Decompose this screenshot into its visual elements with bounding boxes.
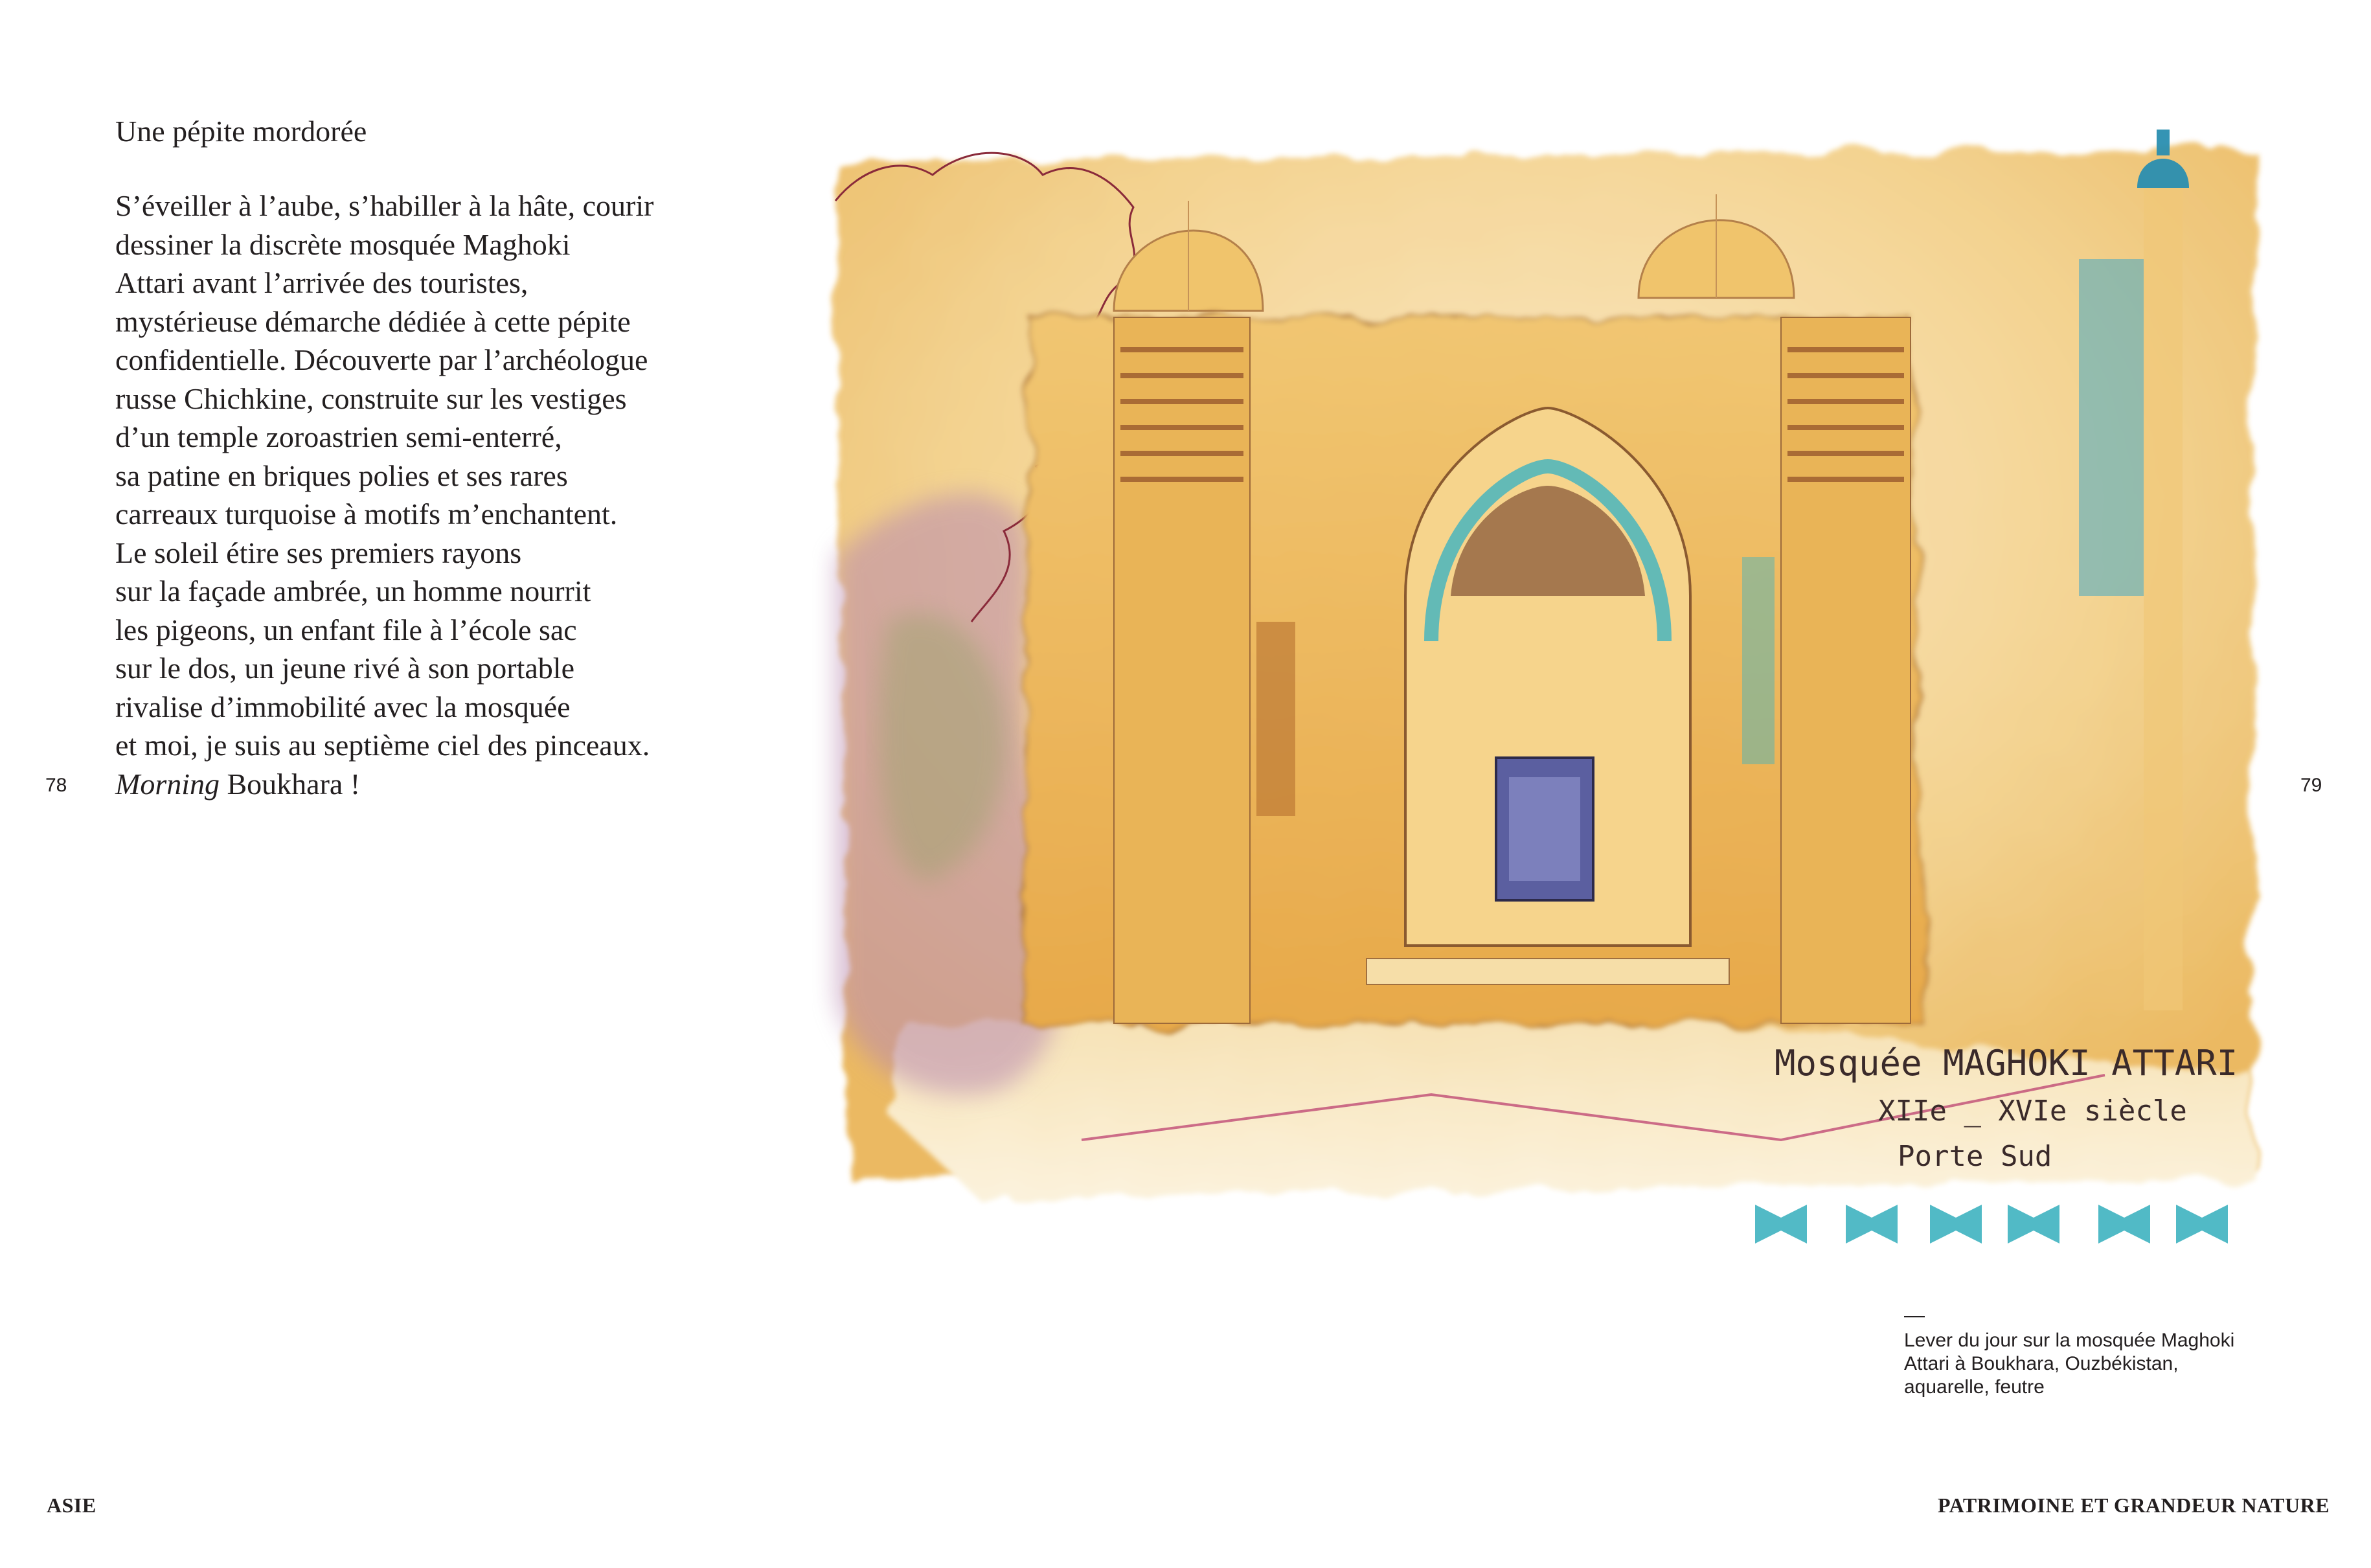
running-footer-left: ASIE [47, 1494, 96, 1517]
body-line: sur le dos, un jeune rivé à son portable [115, 652, 574, 685]
running-footer-right: PATRIMOINE ET GRANDEUR NATURE [1938, 1494, 2330, 1517]
body-line: S’éveiller à l’aube, s’habiller à la hâte, courir [115, 189, 654, 222]
body-line: russe Chichkine, construite sur les vestiges [115, 381, 627, 415]
body-line: Attari avant l’arrivée des touristes, [115, 266, 528, 299]
illustration-caption [1904, 1316, 2267, 1399]
caption-dash [1904, 1316, 1925, 1317]
handwritten-subtitle: Porte Sud [1898, 1140, 2052, 1173]
last-line-rest: Boukhara ! [220, 767, 361, 801]
handwritten-date: XIIe _ XVIe siècle [1878, 1095, 2187, 1128]
mosque-watercolor-illustration [810, 104, 2280, 1269]
steps [1367, 959, 1729, 984]
body-line: carreaux turquoise à motifs m’enchantent. [115, 497, 618, 530]
body-line: sur la façade ambrée, un homme nourrit [115, 574, 591, 608]
section-heading: Une pépite mordorée [115, 115, 367, 148]
body-line: les pigeons, un enfant file à l’école sac [115, 613, 577, 646]
caption-line: Attari à Boukhara, Ouzbékistan, [1904, 1353, 2179, 1374]
body-line: dessiner la discrète mosquée Maghoki [115, 227, 571, 261]
page-number-left: 78 [45, 775, 67, 796]
body-line: rivalise d’immobilité avec la mosquée [115, 690, 571, 723]
body-line: sa patine en briques polies et ses rares [115, 459, 568, 492]
page-number-right: 79 [2300, 775, 2322, 796]
caption-line: aquarelle, feutre [1904, 1376, 2045, 1398]
handwritten-title: Mosquée MAGHOKI ATTARI [1775, 1043, 2238, 1084]
body-line: confidentielle. Découverte par l’archéologue [115, 343, 648, 376]
body-line: mystérieuse démarche dédiée à cette pépite [115, 304, 631, 338]
body-line: Le soleil étire ses premiers rayons [115, 536, 522, 569]
right-pillar [1781, 317, 1911, 1023]
arch-portal [1405, 408, 1690, 946]
body-line: d’un temple zoroastrien semi-enterré, [115, 420, 562, 453]
body-last-line [115, 765, 737, 804]
body-line: et moi, je suis au septième ciel des pinceaux. [115, 729, 650, 762]
caption-line: Lever du jour sur la mosquée Maghoki [1904, 1330, 2235, 1351]
left-pillar [1114, 317, 1250, 1023]
italic-word: Morning [115, 767, 220, 801]
tile-motifs [1755, 1205, 2228, 1244]
body-paragraph [115, 187, 737, 803]
